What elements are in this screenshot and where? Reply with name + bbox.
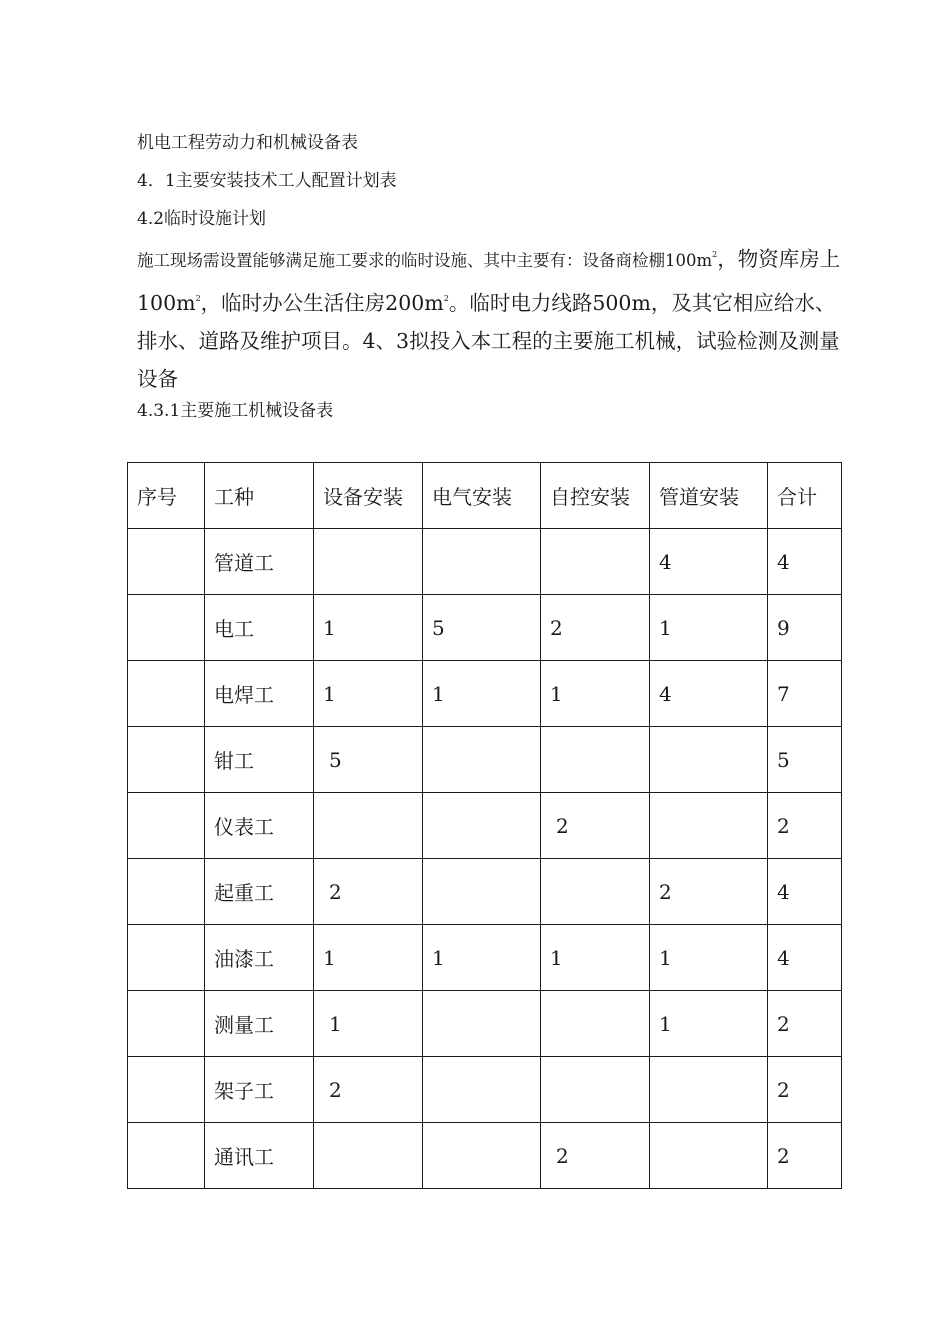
table-row — [128, 793, 842, 859]
table-cell — [423, 793, 541, 859]
table-cell: 2 — [768, 1123, 842, 1189]
table-cell — [128, 727, 205, 793]
table-cell — [128, 661, 205, 727]
table-cell — [128, 1057, 205, 1123]
table-cell: 4 — [768, 859, 842, 925]
table-cell: 2 — [650, 859, 768, 925]
table-cell: 油漆工 — [205, 925, 314, 991]
table-header-cell: 电气安装 — [423, 463, 541, 529]
table-row — [128, 1057, 842, 1123]
table-cell: 2 — [541, 595, 650, 661]
table-cell — [541, 991, 650, 1057]
table-cell: 1 — [314, 925, 423, 991]
table-cell: 2 — [768, 793, 842, 859]
paragraph-part-3: ，临时办公生活住房200m — [200, 291, 444, 315]
table-cell: 4 — [650, 529, 768, 595]
table-cell: 1 — [541, 661, 650, 727]
table-cell — [423, 1123, 541, 1189]
table-cell: 4 — [768, 529, 842, 595]
table-cell: 4 — [650, 661, 768, 727]
table-row — [128, 859, 842, 925]
table-cell: 1 — [541, 925, 650, 991]
table-cell — [650, 727, 768, 793]
superscript-2: 2 — [195, 294, 201, 303]
paragraph-part-2: ，物资库房上100m — [137, 247, 841, 315]
table-cell: 1 — [423, 661, 541, 727]
table-row — [128, 925, 842, 991]
table-cell — [423, 727, 541, 793]
table-cell: 1 — [650, 595, 768, 661]
table-row — [128, 661, 842, 727]
table-row — [128, 1123, 842, 1189]
table-row — [128, 727, 842, 793]
table-cell — [650, 793, 768, 859]
table-cell: 2 — [768, 1057, 842, 1123]
table-cell — [128, 529, 205, 595]
table-cell: 4 — [768, 925, 842, 991]
table-cell — [128, 859, 205, 925]
table-cell: 1 — [314, 991, 423, 1057]
table-cell — [128, 595, 205, 661]
table-cell: 通讯工 — [205, 1123, 314, 1189]
table-header-cell: 工种 — [205, 463, 314, 529]
table-cell: 仪表工 — [205, 793, 314, 859]
table-cell: 2 — [768, 991, 842, 1057]
table-cell — [423, 991, 541, 1057]
table-header-cell: 设备安装 — [314, 463, 423, 529]
table-row — [128, 595, 842, 661]
table-cell — [314, 1123, 423, 1189]
table-cell — [128, 925, 205, 991]
table-cell: 1 — [650, 991, 768, 1057]
section-heading-4-2: 4.2临时设施计划 — [137, 209, 267, 229]
document-title: 机电工程劳动力和机械设备表 — [137, 133, 358, 153]
table-cell: 2 — [314, 1057, 423, 1123]
table-cell: 管道工 — [205, 529, 314, 595]
table-cell: 架子工 — [205, 1057, 314, 1123]
table-cell — [541, 529, 650, 595]
table-cell — [314, 529, 423, 595]
table-cell: 1 — [650, 925, 768, 991]
labor-allocation-table — [127, 462, 842, 1189]
table-cell: 2 — [314, 859, 423, 925]
table-cell: 5 — [314, 727, 423, 793]
paragraph-part-4: 。临时电力线路500m，及其它相应给水、排水、道路及维护项目。4、3拟投入本工程的主要施工机械，试验检测及测量设备 — [137, 291, 840, 391]
table-cell — [314, 793, 423, 859]
table-cell — [541, 1057, 650, 1123]
table-cell: 9 — [768, 595, 842, 661]
table-cell: 1 — [314, 595, 423, 661]
section-heading-4-3-1: 4.3.1主要施工机械设备表 — [137, 401, 334, 421]
table-cell — [128, 1123, 205, 1189]
table-header-cell: 合计 — [768, 463, 842, 529]
table-row — [128, 991, 842, 1057]
table-cell — [650, 1057, 768, 1123]
table-cell: 2 — [541, 793, 650, 859]
table-header-cell: 管道安装 — [650, 463, 768, 529]
table-row — [128, 529, 842, 595]
table-cell: 5 — [768, 727, 842, 793]
table-cell: 钳工 — [205, 727, 314, 793]
table-cell: 电焊工 — [205, 661, 314, 727]
table-cell: 电工 — [205, 595, 314, 661]
table-cell — [423, 529, 541, 595]
table-cell: 5 — [423, 595, 541, 661]
table-cell — [541, 727, 650, 793]
superscript-1: 2 — [712, 250, 718, 259]
table-cell: 测量工 — [205, 991, 314, 1057]
table-cell — [128, 991, 205, 1057]
table-cell: 2 — [541, 1123, 650, 1189]
table-cell: 1 — [314, 661, 423, 727]
table-cell — [423, 1057, 541, 1123]
table-cell — [541, 859, 650, 925]
table-header-cell: 序号 — [128, 463, 205, 529]
table-cell — [128, 793, 205, 859]
table-header-row — [128, 463, 842, 529]
table-header-cell: 自控安装 — [541, 463, 650, 529]
section-heading-4-1: 4．1主要安装技术工人配置计划表 — [137, 171, 397, 191]
table-cell: 7 — [768, 661, 842, 727]
paragraph-part-1: 施工现场需设置能够满足施工要求的临时设施、其中主要有：设备商检棚100m — [137, 251, 713, 270]
table-cell: 起重工 — [205, 859, 314, 925]
table-cell: 1 — [423, 925, 541, 991]
temporary-facilities-paragraph — [137, 236, 842, 398]
table-cell — [650, 1123, 768, 1189]
superscript-3: 2 — [443, 294, 449, 303]
table-cell — [423, 859, 541, 925]
